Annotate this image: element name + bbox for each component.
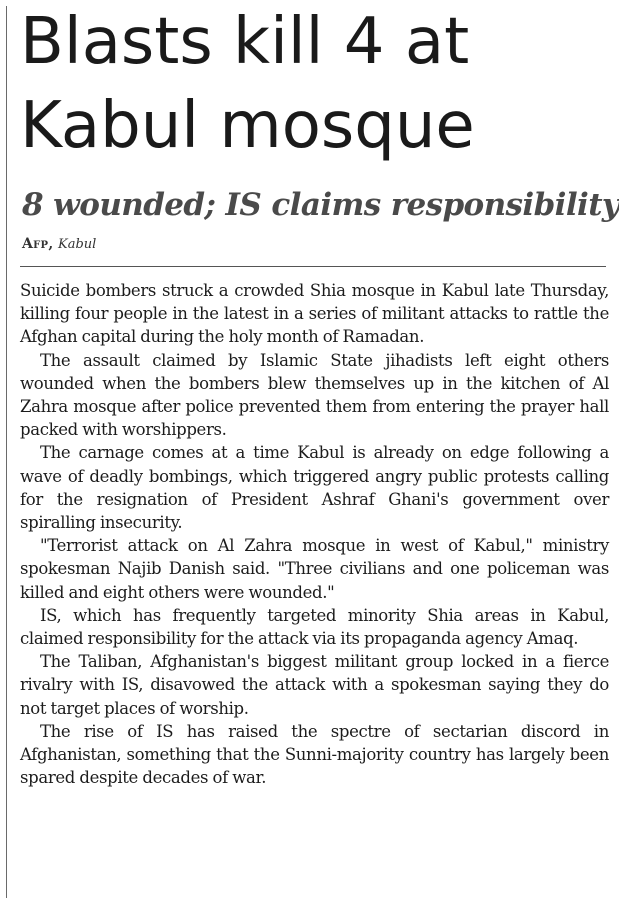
article-body [20,279,609,789]
byline-agency: Afp, [22,236,54,252]
byline-divider [20,266,606,267]
byline [22,234,96,255]
column-divider [6,6,7,898]
article-paragraph: The Taliban, Afghanistan's biggest militant group locked in a fierce rivalry with IS, disavowed the attack with a spokesman saying they do not target places of worship. [20,652,609,718]
article-paragraph: The rise of IS has raised the spectre of sectarian discord in Afghanistan, something that the Sunni-majority country has largely been spared despite decades of war. [20,721,609,788]
byline-dateline: Kabul [58,237,97,252]
article-paragraph: The assault claimed by Islamic State jihadists left eight others wounded when the bombers blew themselves up in the kitchen of Al Zahra mosque after police prevented them from entering the prayer hall packed with worshippers. [20,350,609,440]
article-paragraph: "Terrorist attack on Al Zahra mosque in west of Kabul," ministry spokesman Najib Danish said. "Three civilians and one policeman was killed and eight others were wounded." [20,536,609,602]
subheadline: 8 wounded; IS claims responsibility [22,187,619,223]
article-paragraph: IS, which has frequently targeted minority Shia areas in Kabul, claimed responsibility for the attack via its propaganda agency Amaq. [20,605,609,649]
headline: Blasts kill 4 at Kabul mosque [20,5,475,163]
article-paragraph: The carnage comes at a time Kabul is already on edge following a wave of deadly bombings, which triggered angry public protests calling for the resignation of President Ashraf Ghani's government over spiralling insecurity. [20,443,609,533]
article-paragraph: Suicide bombers struck a crowded Shia mosque in Kabul late Thursday, killing four people in the latest in a series of militant attacks to rattle the Afghan capital during the holy month of Ramadan. [20,281,609,347]
